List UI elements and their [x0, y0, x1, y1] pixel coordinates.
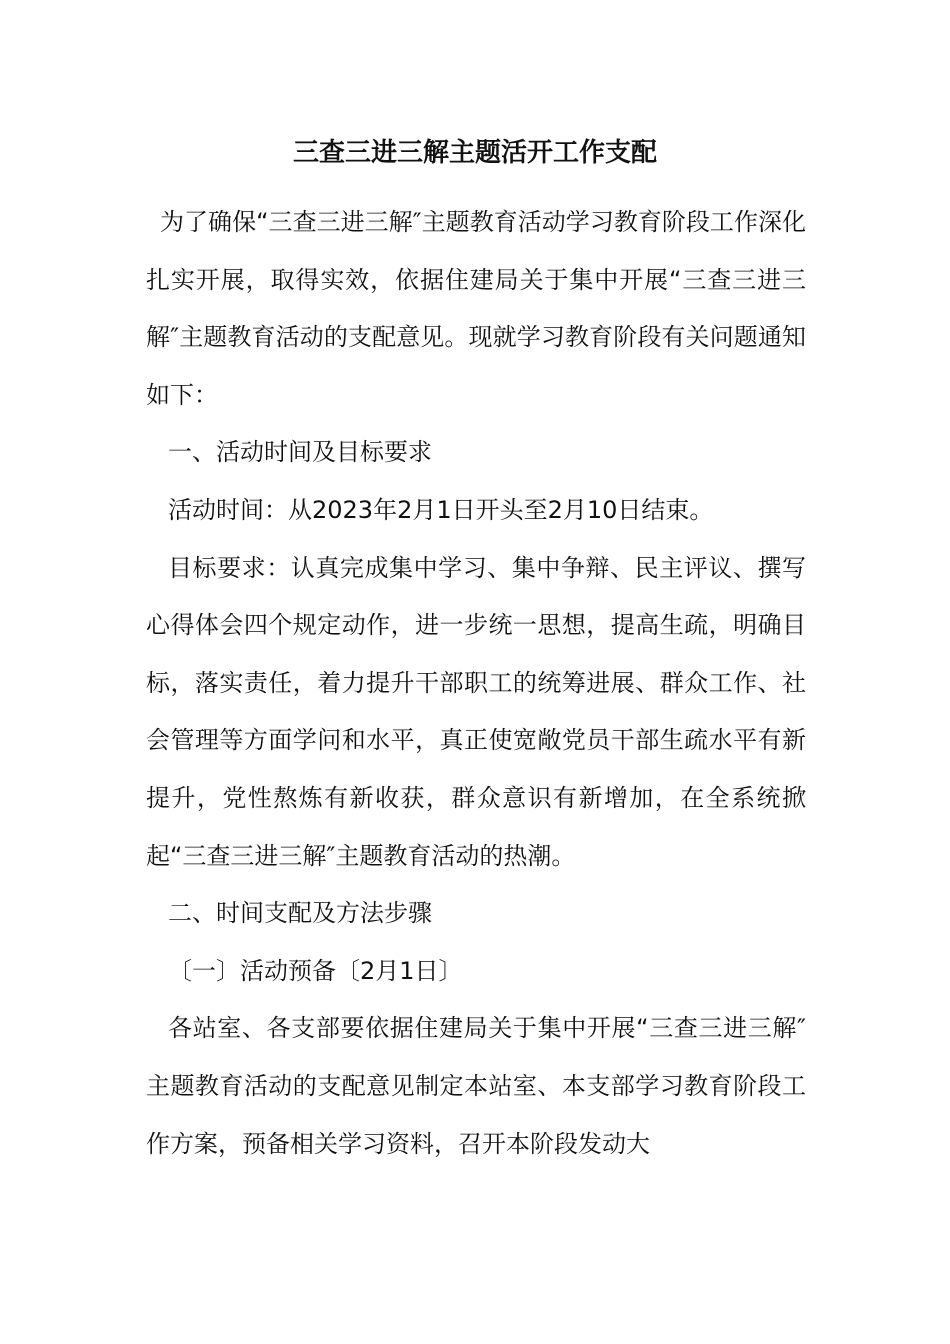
paragraph-goals: 目标要求：认真完成集中学习、集中争辩、民主评议、撰写心得体会四个规定动作，进一步统一思想，提高生疏，明确目标，落实责任，着力提升干部职工的统筹进展、群众工作、社会管理等方面学问和水平，真正使宽敞党员干部生疏水平有新提升，党性熬炼有新收获，群众意识有新增加，在全系统掀起“三查三进三解″主题教育活动的热潮。: [146, 553, 806, 870]
paragraph-activity-time: 活动时间：从2023年2月1日开头至2月10日结束。: [168, 495, 714, 524]
document-body: [146, 194, 806, 1173]
paragraph-intro: 为了确保“三查三进三解″主题教育活动学习教育阶段工作深化扎实开展，取得实效，依据住建局关于集中开展“三查三进三解″主题教育活动的支配意见。现就学习教育阶段有关问题通知如下：: [146, 208, 806, 409]
section-heading-1: 一、活动时间及目标要求: [168, 438, 432, 467]
document-title: 三查三进三解主题活开工作支配: [292, 138, 657, 168]
subsection-heading-1: 〔一〕活动预备〔2月1日〕: [168, 956, 463, 985]
section-heading-2: 二、时间支配及方法步骤: [168, 899, 432, 928]
paragraph-preparation: 各站室、各支部要依据住建局关于集中开展“三查三进三解″主题教育活动的支配意见制定本站室、本支部学习教育阶段工作方案，预备相关学习资料，召开本阶段发动大: [146, 1014, 806, 1158]
